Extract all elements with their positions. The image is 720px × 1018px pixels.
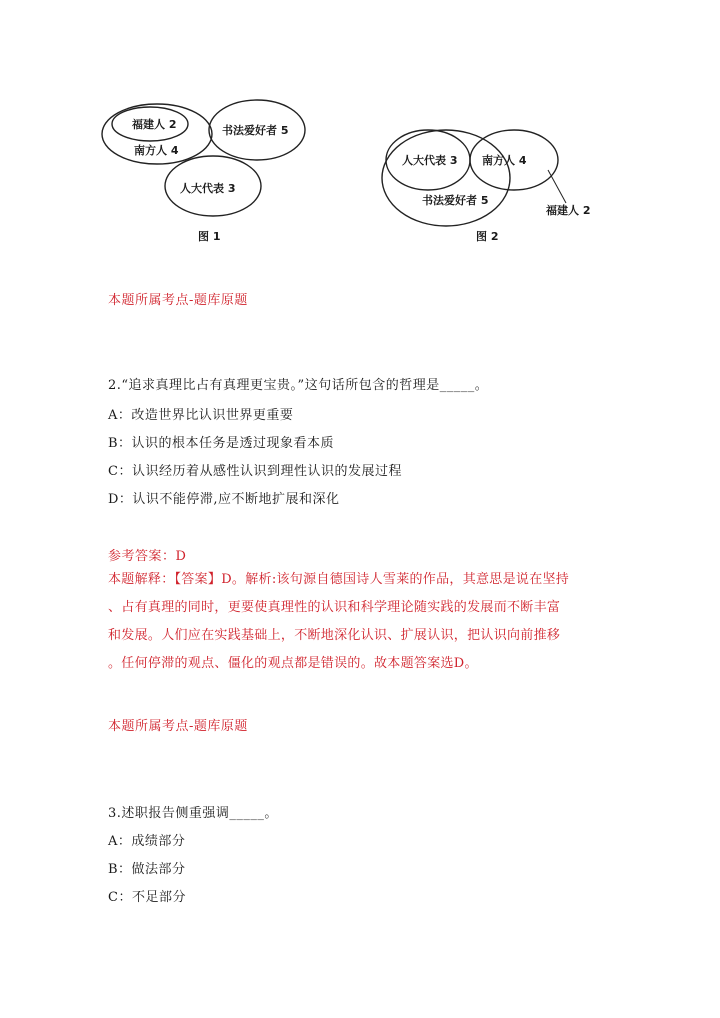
q1-source-note: 本题所属考点-题库原题 [108,293,248,308]
q2-stem: 2.“追求真理比占有真理更宝贵。”这句话所包含的哲理是_____。 [108,378,489,393]
fig2-label-southern: 南方人 4 [482,154,527,167]
fig2-calligraphy-circle [382,130,510,226]
q2-explanation [108,566,628,678]
venn-diagrams-svg [100,88,620,258]
q2-explanation-line: 和发展。人们应在实践基础上，不断地深化认识、扩展认识，把认识向前推移 [108,628,561,643]
venn-figure [100,88,620,258]
fig2-caption: 图 2 [476,230,499,243]
fig1-label-calligraphy: 书法爱好者 5 [222,124,289,137]
q2-answer: 参考答案：D [108,549,187,564]
fig1-label-fujian: 福建人 2 [132,118,177,131]
q3-stem: 3.述职报告侧重强调_____。 [108,806,278,821]
fig1-label-southern: 南方人 4 [134,144,179,157]
fig1-caption: 图 1 [198,230,221,243]
q2-source-note: 本题所属考点-题库原题 [108,719,248,734]
q2-explanation-line: 本题解释：【答案】D。解析:该句源自德国诗人雪莱的作品，其意思是说在坚持 [108,572,570,587]
q2-option-a: A：改造世界比认识世界更重要 [108,408,294,423]
q3-option-b: B：做法部分 [108,862,186,877]
q2-option-d: D：认识不能停滞,应不断地扩展和深化 [108,492,340,507]
fig1-label-npc: 人大代表 3 [180,182,236,195]
q3-option-c: C：不足部分 [108,890,186,905]
fig2-label-fujian: 福建人 2 [546,204,591,217]
q2-explanation-line: 、占有真理的同时，更要使真理性的认识和科学理论随实践的发展而不断丰富 [108,600,561,615]
fig2-pointer-line [548,170,566,203]
q2-option-c: C：认识经历着从感性认识到理性认识的发展过程 [108,464,402,479]
q2-explanation-line: 。任何停滞的观点、僵化的观点都是错误的。故本题答案选D。 [108,656,478,671]
fig2-label-npc: 人大代表 3 [402,154,458,167]
q2-option-b: B：认识的根本任务是透过现象看本质 [108,436,335,451]
q3-option-a: A：成绩部分 [108,834,186,849]
fig2-label-calligraphy: 书法爱好者 5 [422,194,489,207]
